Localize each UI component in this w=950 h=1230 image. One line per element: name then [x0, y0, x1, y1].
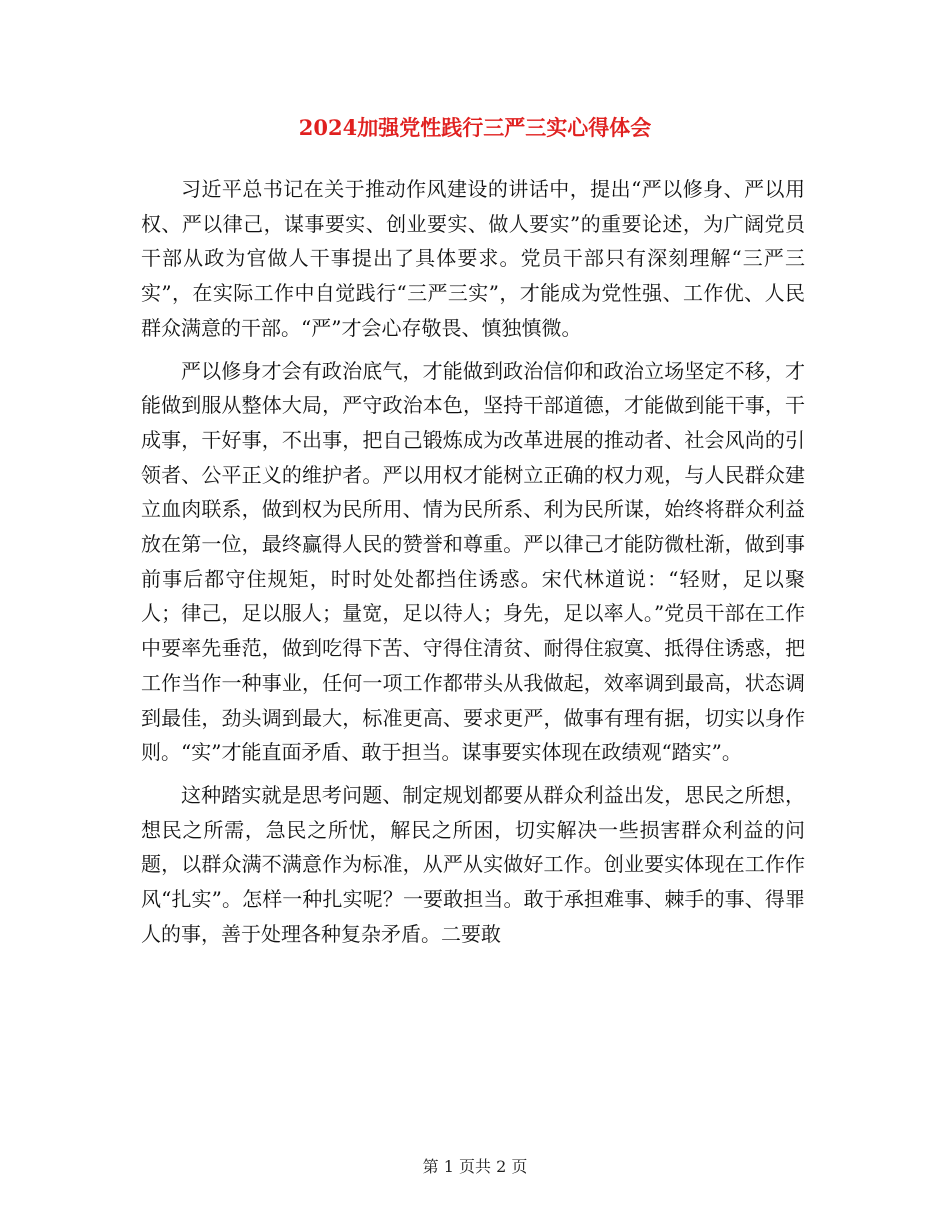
paragraph-2: 严以修身才会有政治底气，才能做到政治信仰和政治立场坚定不移，才能做到服从整体大局，严守政治本色，坚持干部道德，才能做到能干事，干成事，干好事，不出事，把自己锻炼成为改革进展的推动者、社会风尚的引领者、公平正义的维护者。严以用权才能树立正确的权力观，与人民群众建立血肉联系，做到权为民所用、情为民所系、利为民所谋，始终将群众利益放在第一位，最终赢得人民的赞誉和尊重。严以律己才能防微杜渐，做到事前事后都守住规矩，时时处处都挡住诱惑。宋代林道说：“轻财，足以聚人；律己，足以服人；量宽，足以待人；身先，足以率人。”党员干部在工作中要率先垂范，做到吃得下苦、守得住清贫、耐得住寂寞、抵得住诱惑，把工作当作一种事业，任何一项工作都带头从我做起，效率调到最高，状态调到最佳，劲头调到最大，标准更高、要求更严，做事有理有据，切实以身作则。“实”才能直面矛盾、敢于担当。谋事要实体现在政绩观“踏实”。 — [141, 358, 805, 765]
document-body — [141, 172, 805, 959]
page-number-footer: 第 1 页共 2 页 — [422, 1157, 528, 1176]
document-title: 2024加强党性践行三严三实心得体会 — [298, 115, 652, 140]
paragraph-1: 习近平总书记在关于推动作风建设的讲话中，提出“严以修身、严以用权、严以律己，谋事要实、创业要实、做人要实”的重要论述，为广阔党员干部从政为官做人干事提出了具体要求。党员干部只有深刻理解“三严三实”，在实际工作中自觉践行“三严三实”，才能成为党性强、工作优、人民群众满意的干部。“严”才会心存敬畏、慎独慎微。 — [141, 177, 805, 340]
paragraph-3: 这种踏实就是思考问题、制定规划都要从群众利益出发，思民之所想，想民之所需，急民之所忧，解民之所困，切实解决一些损害群众利益的问题，以群众满不满意作为标准，从严从实做好工作。创业要实体现在工作作风“扎实”。怎样一种扎实呢？一要敢担当。敢于承担难事、棘手的事、得罪人的事，善于处理各种复杂矛盾。二要敢 — [141, 782, 805, 946]
